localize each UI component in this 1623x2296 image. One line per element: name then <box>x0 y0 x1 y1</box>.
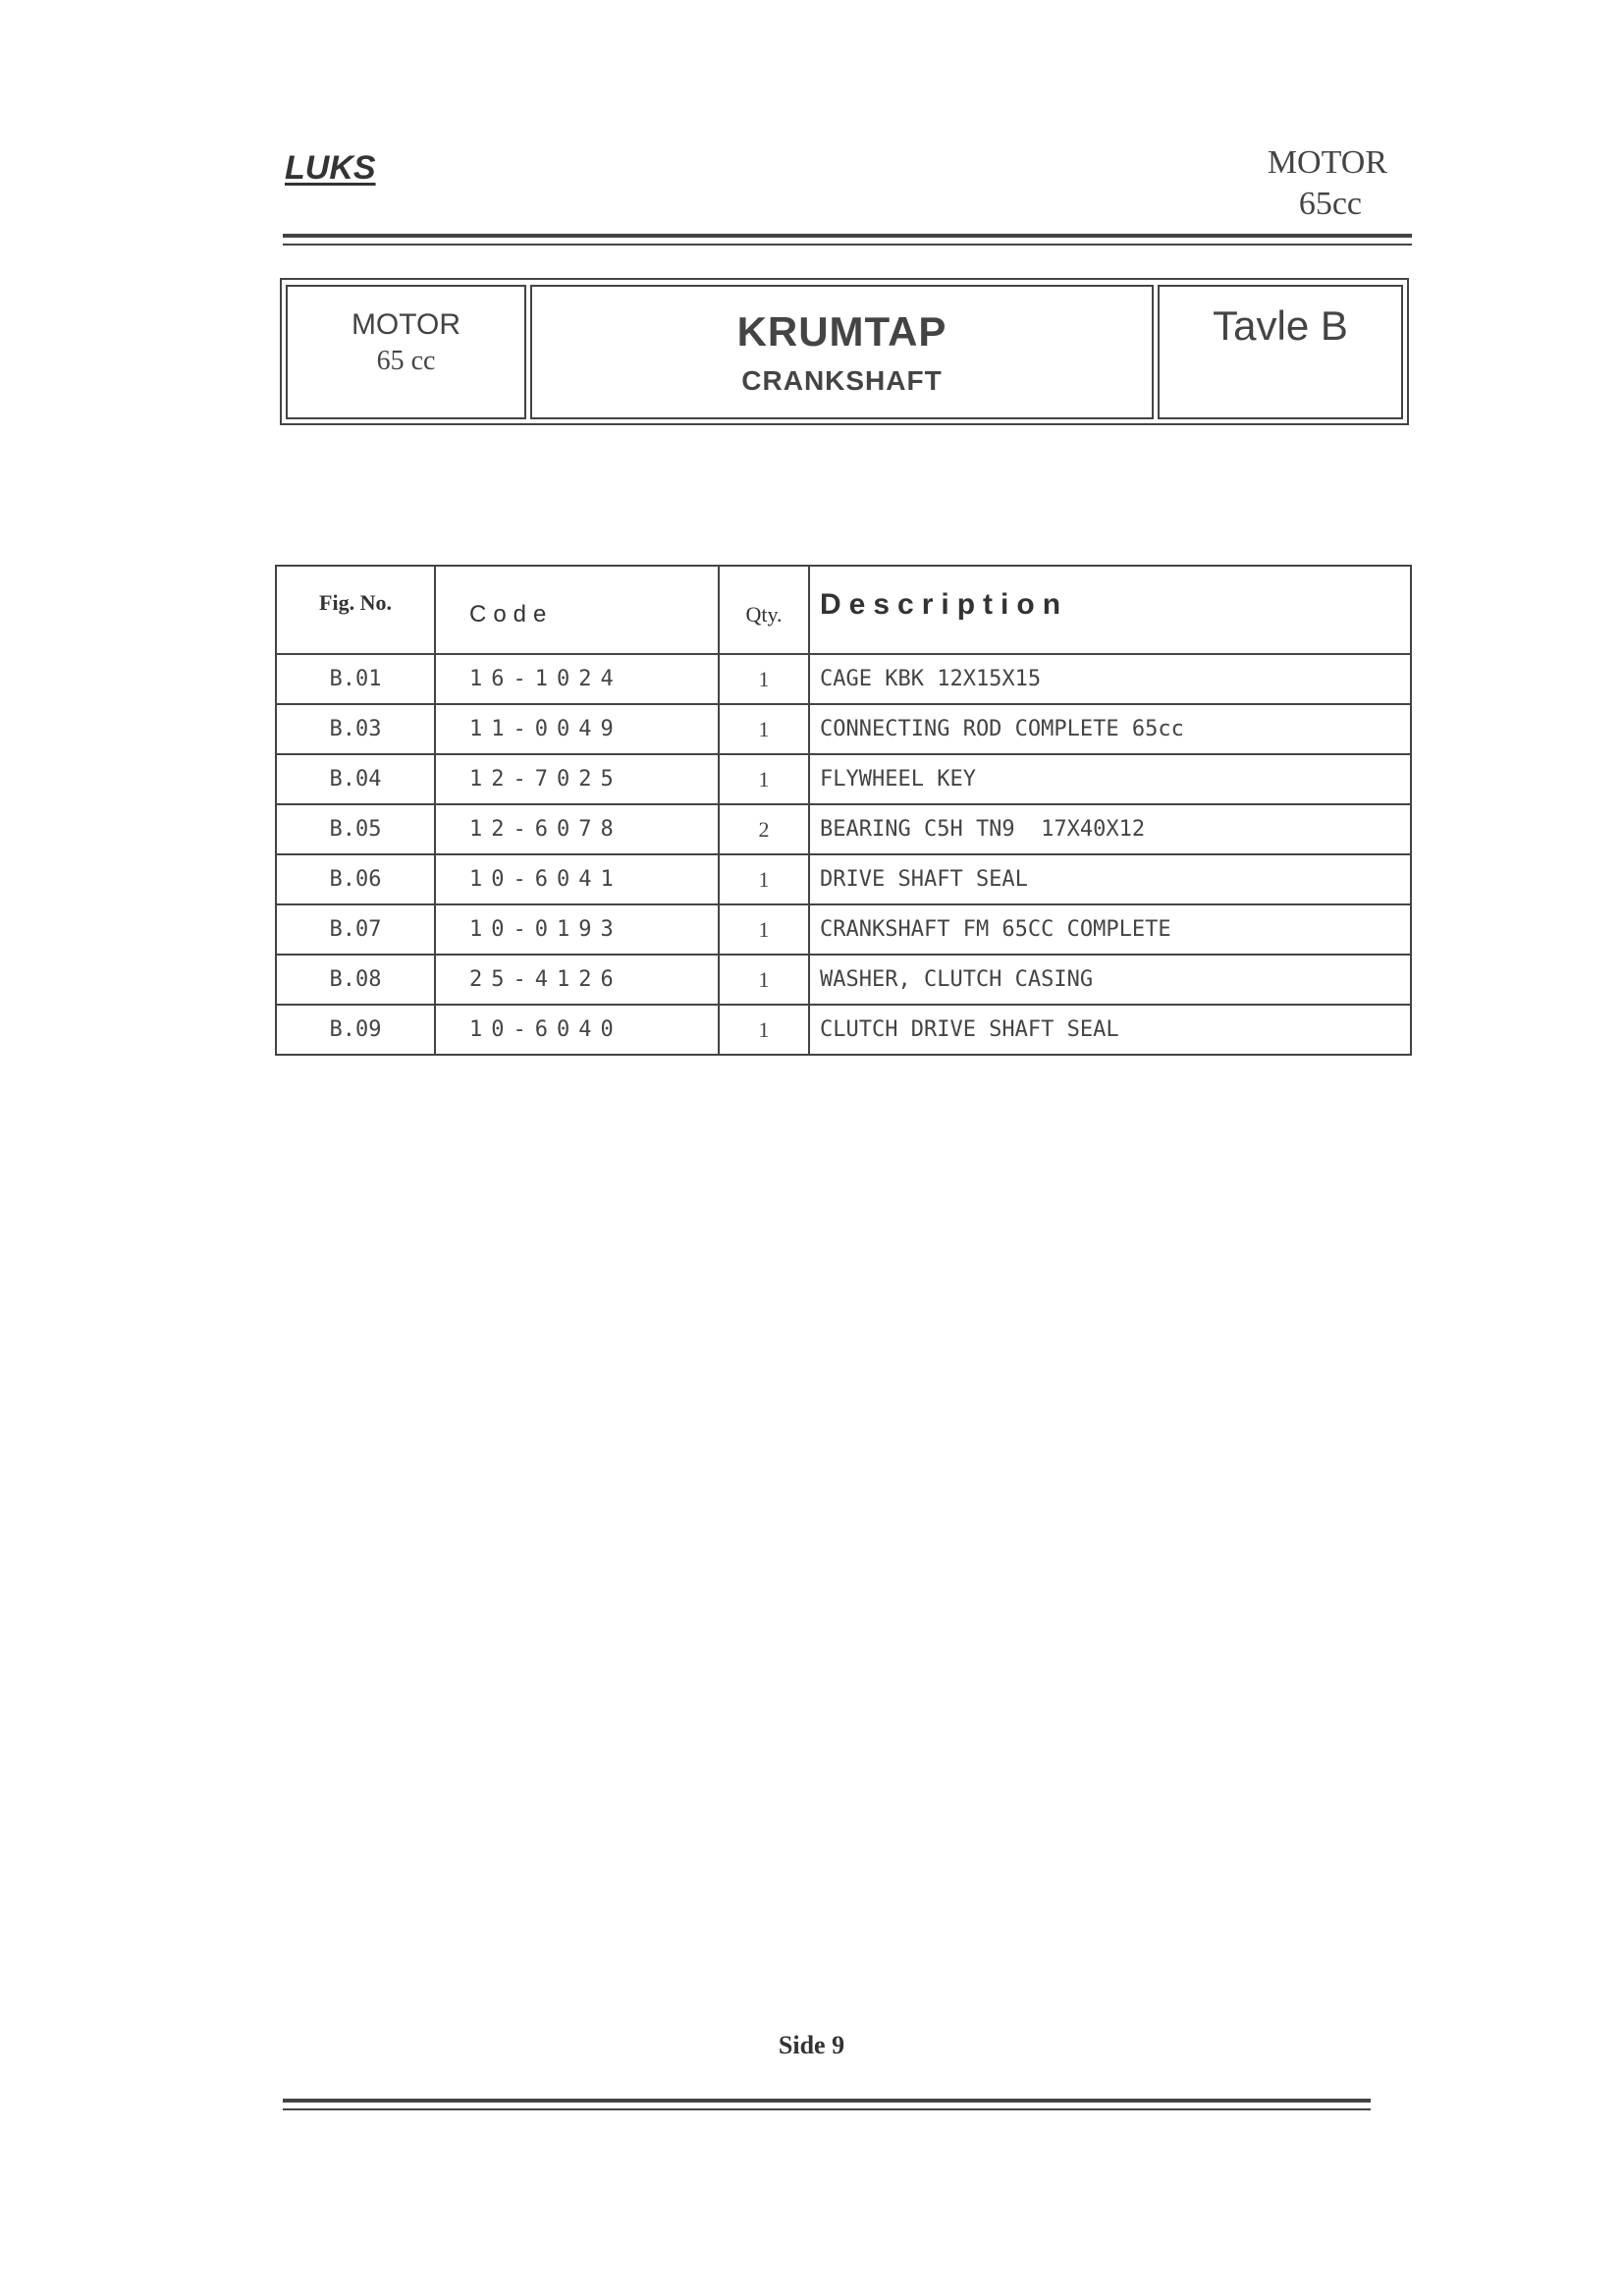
motor-size: 65 cc <box>376 346 436 376</box>
cell-qty: 1 <box>719 904 809 955</box>
table-header-row <box>276 566 1411 654</box>
cell-fig: B.04 <box>276 754 435 804</box>
table-row <box>276 654 1411 704</box>
cell-qty: 1 <box>719 1005 809 1055</box>
cell-code: 16-1024 <box>435 654 719 704</box>
cell-description: BEARING C5H TN9 17X40X12 <box>809 804 1411 854</box>
cell-description: WASHER, CLUTCH CASING <box>809 955 1411 1005</box>
cell-code: 10-6040 <box>435 1005 719 1055</box>
header-divider <box>283 234 1412 246</box>
page-title: KRUMTAP <box>736 308 947 355</box>
title-box <box>280 278 1409 425</box>
title-box-title-cell <box>530 285 1154 419</box>
parts-table <box>275 565 1412 1056</box>
table-row <box>276 904 1411 955</box>
brand-logo: LUKS <box>285 149 376 187</box>
header-section-label <box>1268 142 1387 225</box>
table-row <box>276 1005 1411 1055</box>
cell-code: 10-6041 <box>435 854 719 904</box>
table-row <box>276 704 1411 754</box>
cell-fig: B.01 <box>276 654 435 704</box>
title-box-motor-cell <box>286 285 526 419</box>
header-fig-no: Fig. No. <box>276 566 435 654</box>
cell-fig: B.08 <box>276 955 435 1005</box>
cell-description: CONNECTING ROD COMPLETE 65cc <box>809 704 1411 754</box>
cell-code: 25-4126 <box>435 955 719 1005</box>
header-code: Code <box>435 566 719 654</box>
cell-description: CRANKSHAFT FM 65CC COMPLETE <box>809 904 1411 955</box>
cell-fig: B.03 <box>276 704 435 754</box>
table-row <box>276 955 1411 1005</box>
table-row <box>276 754 1411 804</box>
header-qty: Qty. <box>719 566 809 654</box>
cell-description: CLUTCH DRIVE SHAFT SEAL <box>809 1005 1411 1055</box>
cell-description: DRIVE SHAFT SEAL <box>809 854 1411 904</box>
cell-description: CAGE KBK 12X15X15 <box>809 654 1411 704</box>
cell-description: FLYWHEEL KEY <box>809 754 1411 804</box>
page-subtitle: CRANKSHAFT <box>741 365 943 396</box>
header-description: Description <box>809 566 1411 654</box>
cell-code: 11-0049 <box>435 704 719 754</box>
cell-fig: B.05 <box>276 804 435 854</box>
motor-label: MOTOR <box>351 308 461 341</box>
header-section-title: MOTOR <box>1267 144 1387 181</box>
page-number: Side 9 <box>778 2031 845 2059</box>
cell-qty: 2 <box>719 804 809 854</box>
cell-qty: 1 <box>719 754 809 804</box>
cell-qty: 1 <box>719 654 809 704</box>
table-label: Tavle B <box>1213 302 1348 349</box>
cell-qty: 1 <box>719 704 809 754</box>
table-row <box>276 854 1411 904</box>
cell-qty: 1 <box>719 854 809 904</box>
cell-fig: B.06 <box>276 854 435 904</box>
cell-qty: 1 <box>719 955 809 1005</box>
cell-code: 12-7025 <box>435 754 719 804</box>
cell-code: 12-6078 <box>435 804 719 854</box>
table-row <box>276 804 1411 854</box>
cell-fig: B.09 <box>276 1005 435 1055</box>
title-box-table-cell <box>1158 285 1403 419</box>
cell-fig: B.07 <box>276 904 435 955</box>
footer-divider <box>283 2099 1371 2110</box>
header-section-subtitle: 65cc <box>1298 186 1362 222</box>
cell-code: 10-0193 <box>435 904 719 955</box>
